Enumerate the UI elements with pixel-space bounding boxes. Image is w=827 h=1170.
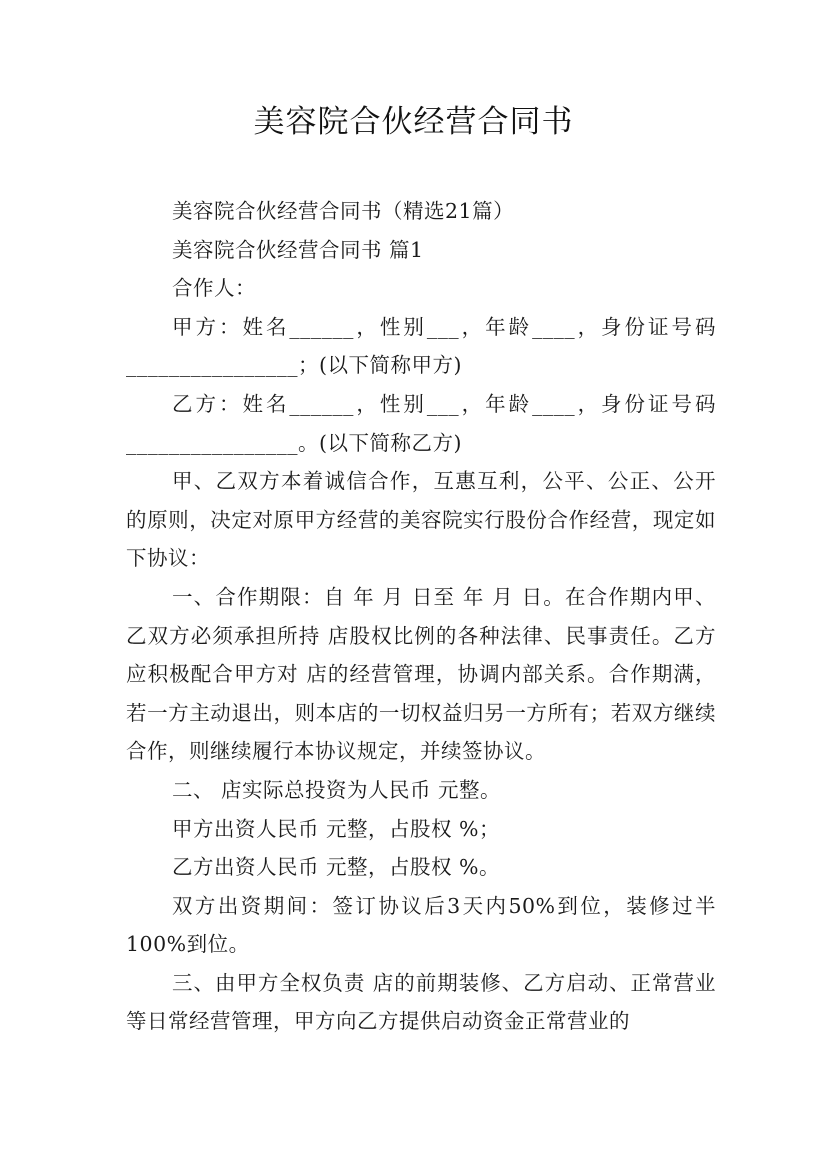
paragraph-party-b-investment: 乙方出资人民币 元整，占股权 %。 (172, 855, 501, 880)
paragraph-partners-label: 合作人： (172, 276, 256, 301)
paragraph-clause-3: 三、由甲方全权负责 店的前期装修、乙方启动、正常营业等日常经营管理，甲方向乙方提供启动资金正常营业的 (126, 970, 716, 1034)
paragraph-collection-subtitle: 美容院合伙经营合同书（精选21篇） (172, 199, 515, 223)
document-title: 美容院合伙经营合同书 (253, 104, 574, 140)
paragraph-preamble: 甲、乙双方本着诚信合作，互惠互利，公平、公正、公开的原则，决定对原甲方经营的美容院实行股份合作经营，现定如下协议： (126, 469, 716, 571)
paragraph-party-a: 甲方：姓名______，性别___，年龄____，身份证号码________________；(以下简称甲方) (126, 314, 716, 378)
paragraph-party-b: 乙方：姓名______，性别___，年龄____，身份证号码________________。(以下简称乙方) (126, 391, 716, 455)
paragraph-clause-1: 一、合作期限：自 年 月 日至 年 月 日。在合作期内甲、乙双方必须承担所持 店股权比例的各种法律、民事责任。乙方应积极配合甲方对 店的经营管理，协调内部关系。合作期满，若一方主动退出，则本店的一切权益归另一方所有；若双方继续合作，则继续履行本协议规定，并续签协议。 (126, 584, 716, 764)
paragraph-investment-period: 双方出资期间：签订协议后3天内50%到位，装修过半100%到位。 (126, 893, 716, 957)
document-body (126, 192, 716, 1041)
paragraph-article-heading: 美容院合伙经营合同书 篇1 (172, 237, 424, 262)
paragraph-clause-2: 二、 店实际总投资为人民币 元整。 (172, 777, 502, 802)
paragraph-party-a-investment: 甲方出资人民币 元整，占股权 %； (172, 816, 501, 841)
